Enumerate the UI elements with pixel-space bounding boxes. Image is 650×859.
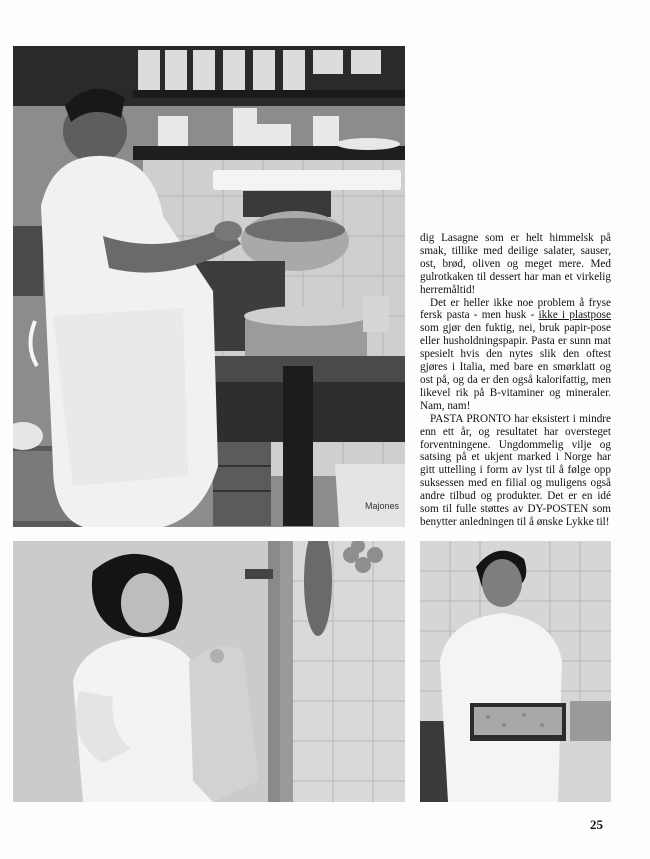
photo-chef-cooking [13,46,405,527]
article-text [420,232,611,529]
photo-man-with-lasagne-tray [420,541,611,802]
page-number: 25 [590,817,603,832]
underlined-phrase: ikke i plastpose [538,309,611,322]
photo-woman-with-cloth [13,541,405,802]
article-paragraph: PASTA PRONTO har eksistert i mindre enn ett år, og resultatet har oversteget forventningene. Ungdommelig vilje og satsing på et ukjent marked i Norge har gitt uttelling i form av lyst til å følge opp suksessen med en filial og muligens også andre tilbud og produkter. Det er en idé som til fulle støttes av DY-POSTEN som benytter anledningen til å ønske Lykke til! [420,412,611,528]
article-paragraph: dig Lasagne som er helt himmelsk på smak, tillike med deilige salater, sauser, ost, brød, oliven og meget mere. Med gulrotkaken til dessert har man et virkelig herremåltid! [420,232,611,296]
article-paragraph [420,297,611,413]
article-text-segment: Det er heller ikke noe problem å fryse fersk pasta - men husk - [420,296,611,322]
article-text-segment: som gjør den fuktig, nei, bruk papir-pose eller husholdningspapir. Pasta er sunn mat spesielt hvis den nytes slik den oftest gjøres i Italia, med bare en smørklatt og ost på, og da er den også kalorifattig, men likevel rik på B-vitaminer og mineraler. Nam, nam! [420,322,611,412]
bucket-label: Majones [365,501,400,511]
